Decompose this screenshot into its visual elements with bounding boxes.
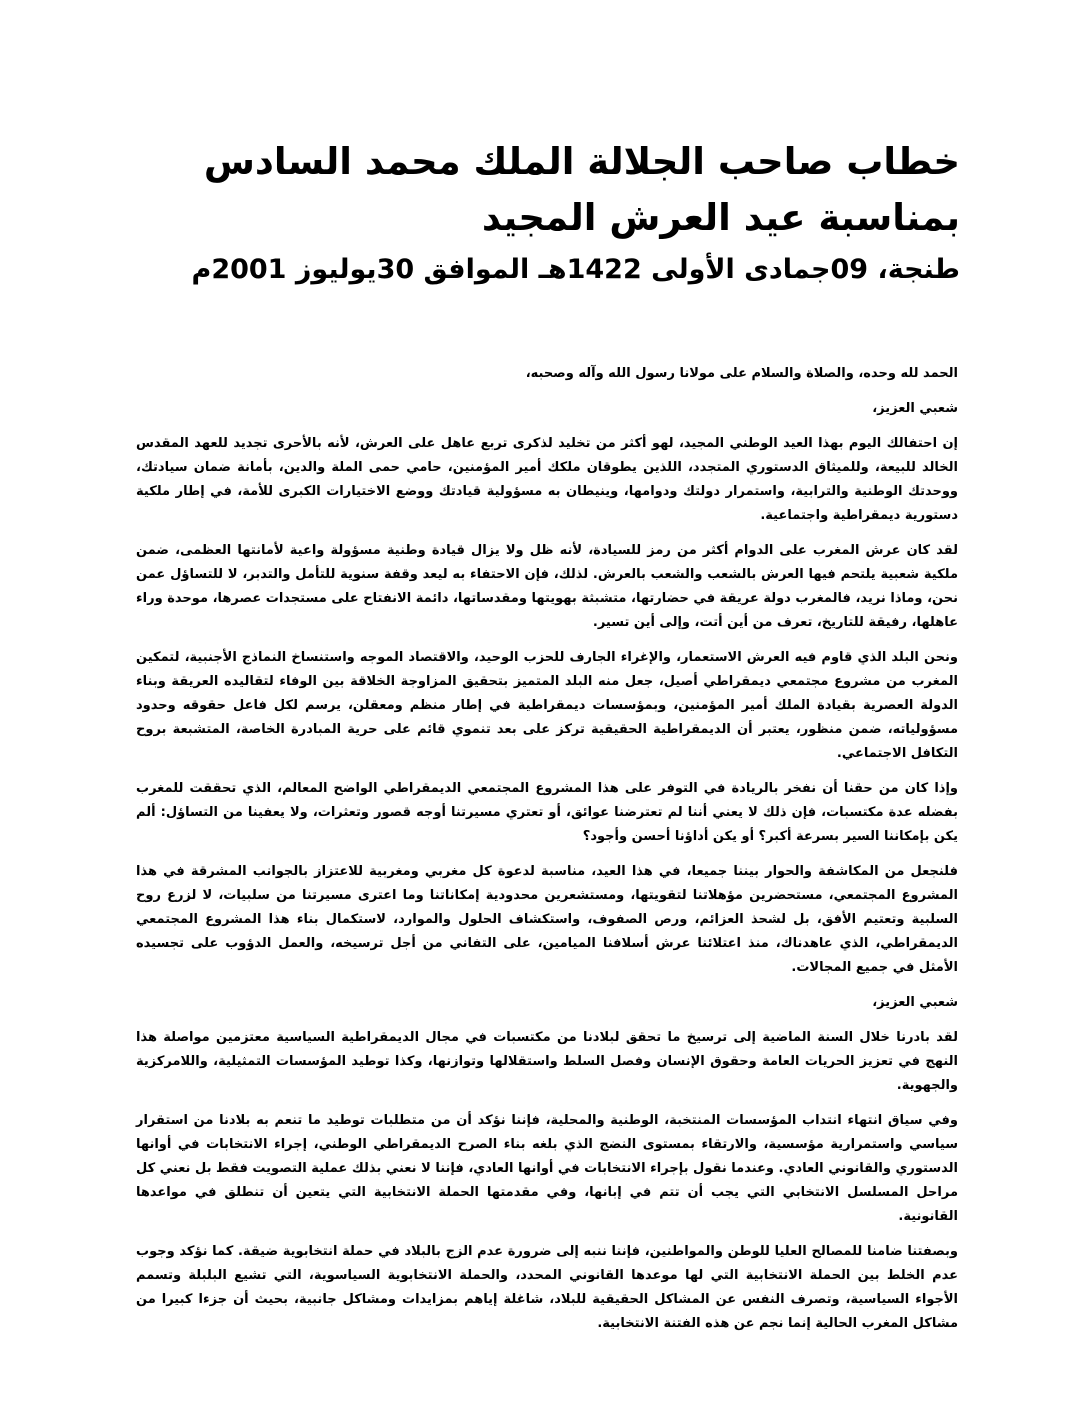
speech-title: خطاب صاحب الجلالة الملك محمد السادس بمناسبة عيد العرش المجيد	[203, 140, 960, 239]
paragraph-5: فلنجعل من المكاشفة والحوار بيننا جميعا، في هذا العيد، مناسبة لدعوة كل مغربي ومغربية للاعتزاز بالجوانب المشرقة في هذا المشروع المجتمعي، مستحضرين مؤهلاتنا لتقويتها، ومستشعرين محدودية إمكاناتنا وما اعترى مسيرتنا من سلبيات، لا لزرع روح السلبية وتعتيم الأفق، بل لشحذ العزائم، ورص الصفوف، واستكشاف الحلول والموارد، لاستكمال بناء هذا المشروع المجتمعي الديمقراطي، الذي عاهدناك، منذ اعتلائنا عرش أسلافنا الميامين، على التفاني من أجل ترسيخه، والعمل الدؤوب على تجسيده الأمثل في جميع المجالات.	[136, 864, 958, 975]
opening-paragraph: الحمد لله وحده، والصلاة والسلام على مولانا رسول الله وآله وصحبه،	[525, 366, 958, 381]
paragraph-8: وبصفتنا ضامنا للمصالح العليا للوطن والمواطنين، فإننا ننبه إلى ضرورة عدم الزج بالبلاد في حملة انتخابوية ضيقة. كما نؤكد وجوب عدم الخلط بين الحملة الانتخابية التي لها موعدها القانوني المحدد، والحملة الانتخابوية السياسوية، التي تشيع البلبلة وتسمم الأجواء السياسية، وتصرف النفس عن المشاكل الحقيقية للبلاد، شاغلة إياهم بمزايدات ومشاكل جانبية، بحيث أن جزءا كبيرا من مشاكل المغرب الحالية إنما نجم عن هذه الفتنة الانتخابية.	[136, 1244, 958, 1331]
paragraph-2: لقد كان عرش المغرب على الدوام أكثر من رمز للسيادة، لأنه ظل ولا يزال قيادة وطنية مسؤولة واعية لأمانتها العظمى، ضمن ملكية شعبية يلتحم فيها العرش بالشعب والشعب بالعرش. لذلك، فإن الاحتفاء به ليعد وقفة سنوية للتأمل والتدبر، لا للتساؤل عمن نحن، وماذا نريد، فالمغرب دولة عريقة في حضارتها، متشبثة بهويتها ومقدساتها، دائمة الانفتاح على مستجدات عصرها، موحدة وراء عاهلها، رفيقة للتاريخ، تعرف من أين أتت، وإلى أين تسير.	[136, 543, 958, 630]
paragraph-3: ونحن البلد الذي قاوم فيه العرش الاستعمار، والإغراء الجارف للحزب الوحيد، والاقتصاد الموجه واستنساخ النماذج الأجنبية، لتمكين المغرب من مشروع مجتمعي ديمقراطي أصيل، جعل منه البلد المتميز بتحقيق المزاوجة الخلاقة بين الوفاء لتقاليده العريقة وبناء الدولة العصرية بقيادة الملك أمير المؤمنين، وبمؤسسات ديمقراطية في إطار منظم ومعقلن، يرسم لكل فاعل حقوقه وحدود مسؤولياته، ضمن منظور، يعتبر أن الديمقراطية الحقيقية تركز على بعد تنموي قائم على حرية المبادرة الخاصة، المتشبعة بروح التكافل الاجتماعي.	[136, 650, 958, 761]
paragraph-7: وفي سياق انتهاء انتداب المؤسسات المنتخبة، الوطنية والمحلية، فإننا نؤكد أن من متطلبات توطيد ما تنعم به بلادنا من استقرار سياسي واستمرارية مؤسسية، والارتقاء بمستوى النضج الذي بلغه بناء الصرح الديمقراطي الوطني، إجراء الانتخابات في أوانها الدستوري والقانوني العادي. وعندما نقول بإجراء الانتخابات في أوانها العادي، فإننا لا نعني بذلك عملية التصويت فقط بل نعني كل مراحل المسلسل الانتخابي التي يجب أن تتم في إبانها، وفي مقدمتها الحملة الانتخابية التي يتعين أن تنطلق في مواعدها القانونية.	[136, 1113, 958, 1224]
greeting-line-2: شعبي العزيز،	[872, 995, 958, 1010]
paragraph-4: وإذا كان من حقنا أن نفخر بالريادة في التوفر على هذا المشروع المجتمعي الديمقراطي الواضح المعالم، الذي تحققت للمغرب بفضله عدة مكتسبات، فإن ذلك لا يعني أننا لم تعترضنا عوائق، أو تعتري مسيرتنا أوجه قصور وتعثرات، ولا يعفينا من التساؤل: ألم يكن بإمكاننا السير بسرعة أكبر؟ أو يكن أداؤنا أحسن وأجود؟	[136, 781, 958, 844]
greeting-line: شعبي العزيز،	[872, 401, 958, 416]
paragraph-1: إن احتفالك اليوم بهذا العيد الوطني المجيد، لهو أكثر من تخليد لذكرى تربع عاهل على العرش، لأنه بالأحرى تجديد للعهد المقدس الخالد للبيعة، وللميثاق الدستوري المتجدد، اللذين يطوقان ملكك أمير المؤمنين، حامي حمى الملة والدين، بأمانة ضمان سيادتك، ووحدتك الوطنية والترابية، واستمرار دولتك ودوامها، وينيطان به مسؤولية قيادتك ووضع الاختيارات الكبرى للأمة، في إطار ملكية دستورية ديمقراطية واجتماعية.	[136, 436, 958, 523]
speech-body	[136, 362, 958, 1347]
paragraph-6: لقد بادرنا خلال السنة الماضية إلى ترسيخ ما تحقق لبلادنا من مكتسبات في مجال الديمقراطية السياسية معتزمين مواصلة هذا النهج في تعزيز الحريات العامة وحقوق الإنسان وفصل السلط واستقلالها وتوازنها، وكذا توطيد المؤسسات التمثيلية، واللامركزية والجهوية.	[136, 1030, 958, 1093]
speech-dateline: طنجة، 09جمادى الأولى 1422هـ الموافق 30يوليوز 2001م	[191, 254, 960, 285]
